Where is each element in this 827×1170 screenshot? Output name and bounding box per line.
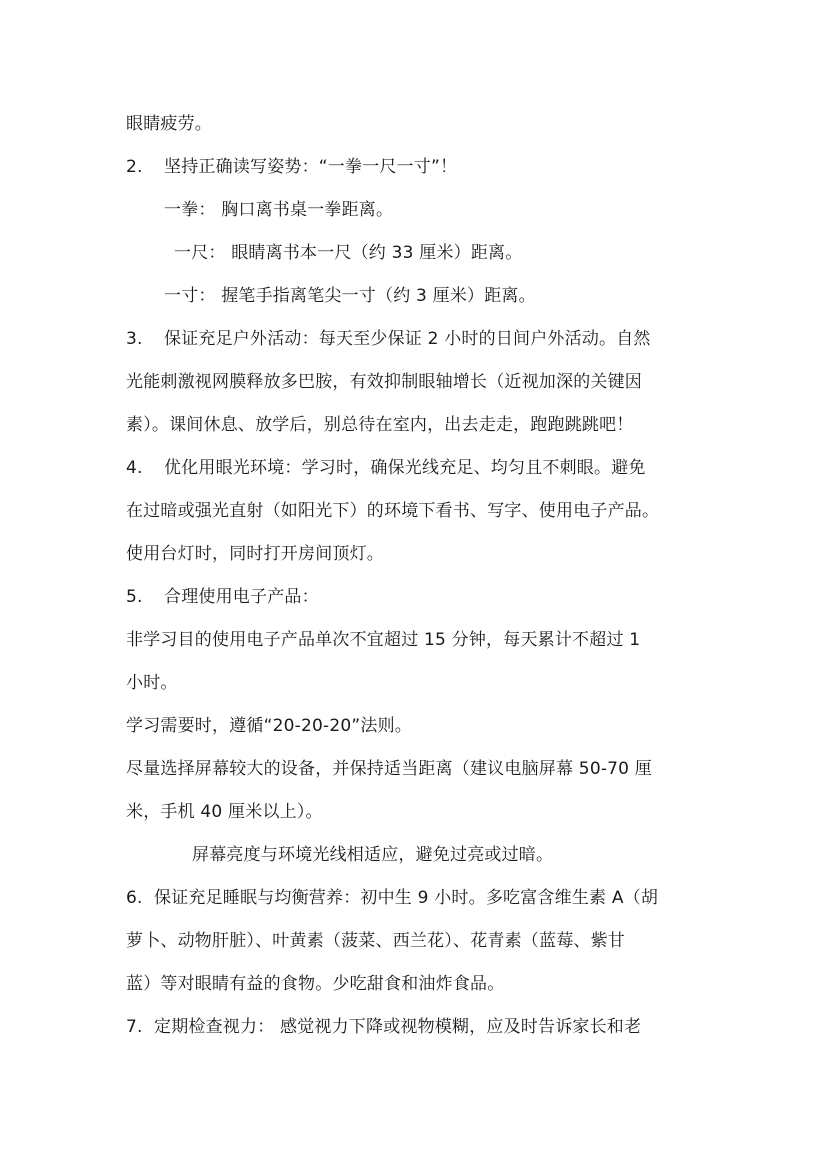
text-line [126, 628, 640, 652]
list-number: 5. [126, 587, 143, 607]
text-line [126, 671, 178, 695]
list-number: 6. [126, 888, 143, 908]
text-line [126, 800, 323, 824]
text-line [126, 757, 652, 781]
text-line-content: 一尺： 眼睛离书本一尺（约 33 厘米）距离。 [174, 243, 523, 263]
text-line [126, 370, 642, 394]
sub-item-foot [174, 241, 522, 265]
text-line [126, 929, 625, 953]
list-item-4-heading [126, 456, 646, 480]
text-line [126, 714, 412, 738]
text-line-content: 光能刺激视网膜释放多巴胺，有效抑制眼轴增长（近视加深的关键因 [126, 372, 642, 392]
text-line-content: 优化用眼光环境：学习时，确保光线充足、均匀且不刺眼。避免 [164, 458, 646, 478]
text-line-content: 素）。课间休息、放学后，别总待在室内，出去走走，跑跑跳跳吧！ [126, 415, 634, 435]
list-item-2-heading [126, 155, 457, 179]
text-line-content: 合理使用电子产品： [164, 587, 319, 607]
text-line-content: 萝卜、动物肝脏）、叶黄素（菠菜、西兰花）、花青素（蓝莓、紫甘 [126, 931, 625, 951]
text-line-content: 蓝）等对眼睛有益的食物。少吃甜食和油炸食品。 [126, 974, 505, 994]
sub-item-fist [164, 198, 393, 222]
list-item-6-heading [126, 886, 658, 910]
list-number: 2. [126, 157, 143, 177]
text-line-content: 一寸： 握笔手指离笔尖一寸（约 3 厘米）距离。 [164, 286, 536, 306]
text-line-content: 非学习目的使用电子产品单次不宜超过 15 分钟，每天累计不超过 1 [126, 630, 641, 650]
text-line-content: 学习需要时，遵循“20-20-20”法则。 [126, 716, 412, 736]
text-line-content: 保证充足睡眠与均衡营养：初中生 9 小时。多吃富含维生素 A（胡 [154, 888, 659, 908]
sub-item-inch [164, 284, 536, 308]
text-line [192, 843, 553, 867]
list-number: 7. [126, 1017, 143, 1037]
text-line [126, 112, 212, 136]
text-line-content: 定期检查视力： 感觉视力下降或视物模糊，应及时告诉家长和老 [154, 1017, 642, 1037]
list-item-3-heading [126, 327, 651, 351]
list-item-5-heading [126, 585, 319, 609]
list-item-7-heading [126, 1015, 641, 1039]
text-line-content: 小时。 [126, 673, 178, 693]
text-line-content: 眼睛疲劳。 [126, 114, 212, 134]
text-line [126, 972, 504, 996]
text-line-content: 一拳： 胸口离书桌一拳距离。 [164, 200, 394, 220]
text-line-content: 屏幕亮度与环境光线相适应，避免过亮或过暗。 [192, 845, 554, 865]
text-line-content: 在过暗或强光直射（如阳光下）的环境下看书、写字、使用电子产品。 [126, 501, 660, 521]
text-line-content: 尽量选择屏幕较大的设备，并保持适当距离（建议电脑屏幕 50-70 厘 [126, 759, 653, 779]
list-number: 3. [126, 329, 143, 349]
text-line [126, 413, 634, 437]
text-line [126, 499, 659, 523]
text-line-content: 保证充足户外活动：每天至少保证 2 小时的日间户外活动。自然 [164, 329, 651, 349]
list-number: 4. [126, 458, 143, 478]
text-line-content: 使用台灯时，同时打开房间顶灯。 [126, 544, 384, 564]
text-line-content: 米，手机 40 厘米以上）。 [126, 802, 323, 822]
text-line [126, 542, 384, 566]
text-line-content: 坚持正确读写姿势：“一拳一尺一寸”！ [164, 157, 458, 177]
